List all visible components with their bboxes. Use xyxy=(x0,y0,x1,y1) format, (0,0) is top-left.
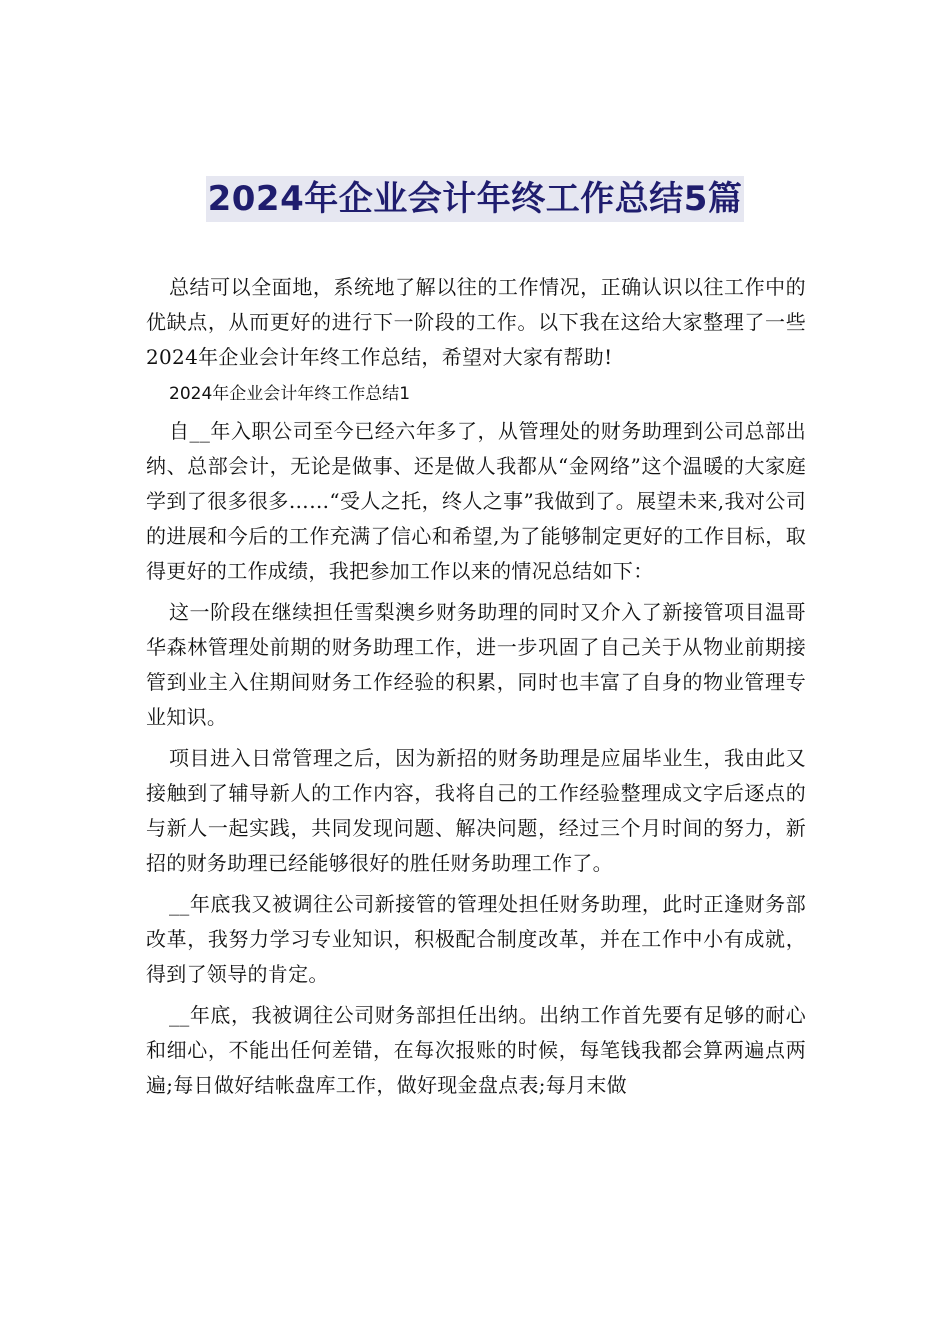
intro-paragraph: 总结可以全面地，系统地了解以往的工作情况，正确认识以往工作中的优缺点，从而更好的进行下一阶段的工作。以下我在这给大家整理了一些2024年企业会计年终工作总结，希望对大家有帮助! xyxy=(146,275,806,369)
title-container xyxy=(0,176,950,222)
body-paragraph: 自__年入职公司至今已经六年多了，从管理处的财务助理到公司总部出纳、总部会计，无论是做事、还是做人我都从“金网络”这个温暖的大家庭学到了很多很多……“受人之托，终人之事”我做到了。展望未来,我对公司的进展和今后的工作充满了信心和希望,为了能够制定更好的工作目标，取得更好的工作成绩，我把参加工作以来的情况总结如下： xyxy=(146,419,806,583)
body-paragraph: __年底，我被调往公司财务部担任出纳。出纳工作首先要有足够的耐心和细心，不能出任何差错，在每次报账的时候，每笔钱我都会算两遍点两遍;每日做好结帐盘库工作，做好现金盘点表;每月末做 xyxy=(146,1003,806,1097)
section-heading: 2024年企业会计年终工作总结1 xyxy=(169,384,411,404)
body-paragraph: 这一阶段在继续担任雪梨澳乡财务助理的同时又介入了新接管项目温哥华森林管理处前期的财务助理工作，进一步巩固了自己关于从物业前期接管到业主入住期间财务工作经验的积累，同时也丰富了自身的物业管理专业知识。 xyxy=(146,600,806,729)
document-body xyxy=(146,270,806,1103)
body-paragraph: 项目进入日常管理之后，因为新招的财务助理是应届毕业生，我由此又接触到了辅导新人的工作内容，我将自己的工作经验整理成文字后逐点的与新人一起实践，共同发现问题、解决问题，经过三个月时间的努力，新招的财务助理已经能够很好的胜任财务助理工作了。 xyxy=(146,746,806,875)
document-title: 2024年企业会计年终工作总结5篇 xyxy=(206,176,745,222)
body-paragraph: __年底我又被调往公司新接管的管理处担任财务助理，此时正逢财务部改革，我努力学习专业知识，积极配合制度改革，并在工作中小有成就，得到了领导的肯定。 xyxy=(146,892,806,986)
